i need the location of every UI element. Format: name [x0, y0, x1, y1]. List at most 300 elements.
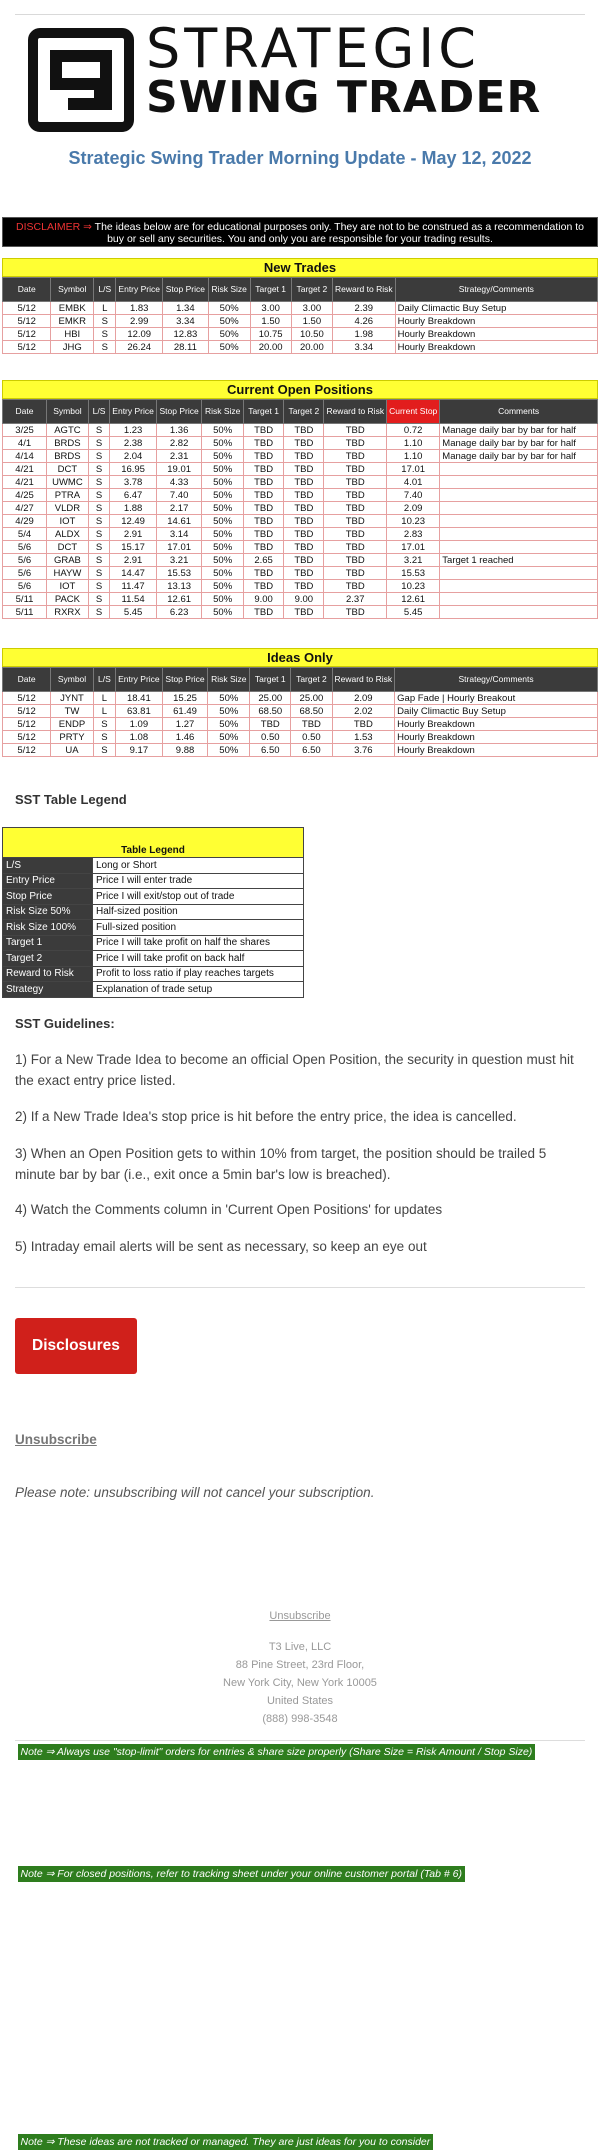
table-cell: 20.00 — [291, 341, 332, 354]
table-row — [3, 606, 598, 619]
table-row — [3, 502, 598, 515]
table-row — [3, 315, 598, 328]
table-cell: S — [94, 315, 116, 328]
table-cell: Gap Fade | Hourly Breakout — [395, 692, 598, 705]
table-cell: 3.21 — [387, 554, 440, 567]
table-cell: VLDR — [47, 502, 89, 515]
table-cell: AGTC — [47, 424, 89, 437]
table-cell: TBD — [243, 502, 283, 515]
table-cell: Hourly Breakdown — [395, 718, 598, 731]
legend-value: Price I will take profit on half the shares — [93, 935, 304, 951]
table-cell: 26.24 — [116, 341, 163, 354]
table-cell: 5/6 — [3, 580, 47, 593]
table-cell: 18.41 — [116, 692, 163, 705]
table-cell: DCT — [47, 463, 89, 476]
table-cell: Hourly Breakdown — [395, 341, 597, 354]
table-cell: S — [93, 744, 115, 757]
table-cell: TBD — [284, 606, 324, 619]
column-header: Target 2 — [291, 668, 332, 692]
table-cell: Hourly Breakdown — [395, 315, 597, 328]
table-cell: JYNT — [51, 692, 94, 705]
legend-value: Half-sized position — [93, 904, 304, 920]
table-cell: 5/4 — [3, 528, 47, 541]
table-cell: 3.00 — [291, 302, 332, 315]
table-cell: 2.04 — [110, 450, 157, 463]
table-cell: UWMC — [47, 476, 89, 489]
column-header: Strategy/Comments — [395, 668, 598, 692]
legend-section-title: SST Table Legend — [15, 792, 127, 807]
legend-title: Table Legend — [3, 828, 304, 858]
table-cell: 16.95 — [110, 463, 157, 476]
table-row — [3, 328, 598, 341]
table-cell: TBD — [324, 502, 387, 515]
logo-line-1: STRATEGIC — [146, 17, 480, 80]
table-cell: S — [88, 554, 110, 567]
table-cell: TBD — [243, 424, 283, 437]
table-cell: 7.40 — [387, 489, 440, 502]
legend-row — [3, 920, 304, 936]
table-cell: 3.34 — [163, 315, 209, 328]
table-cell: IOT — [47, 580, 89, 593]
table-cell: 4/14 — [3, 450, 47, 463]
table-cell: 1.10 — [387, 450, 440, 463]
table-cell: ALDX — [47, 528, 89, 541]
table-cell: 25.00 — [291, 692, 332, 705]
table-cell: S — [93, 731, 115, 744]
table-cell: 50% — [202, 437, 244, 450]
table-cell: 19.01 — [156, 463, 202, 476]
table-cell: 4/29 — [3, 515, 47, 528]
table-cell: 5/6 — [3, 567, 47, 580]
table-cell: TBD — [284, 450, 324, 463]
table-cell: 1.53 — [332, 731, 395, 744]
table-cell: 2.91 — [110, 528, 157, 541]
table-cell: PTRA — [47, 489, 89, 502]
guideline-item: 2) If a New Trade Idea's stop price is hit before the entry price, the idea is cancelled. — [15, 1109, 517, 1124]
table-cell — [440, 476, 598, 489]
logo-line-2: SWING TRADER — [146, 72, 542, 123]
table-cell: TBD — [324, 567, 387, 580]
table-cell: 12.09 — [116, 328, 163, 341]
table-cell: 50% — [202, 463, 244, 476]
table-cell: 1.50 — [291, 315, 332, 328]
table-cell: 15.25 — [162, 692, 208, 705]
table-cell: 10.50 — [291, 328, 332, 341]
table-cell: 2.02 — [332, 705, 395, 718]
footer-country: United States — [266, 1695, 334, 1707]
table-cell: 61.49 — [162, 705, 208, 718]
guidelines-title: SST Guidelines: — [15, 1016, 115, 1031]
table-cell: TBD — [284, 528, 324, 541]
table-cell: 50% — [202, 515, 244, 528]
table-cell: 2.83 — [387, 528, 440, 541]
table-cell: ENDP — [51, 718, 94, 731]
column-header: Reward to Risk — [324, 400, 387, 424]
column-header: L/S — [88, 400, 110, 424]
table-cell: 11.47 — [110, 580, 157, 593]
column-header: Symbol — [51, 668, 94, 692]
table-cell: BRDS — [47, 450, 89, 463]
table-cell: TBD — [243, 437, 283, 450]
table-row — [3, 424, 598, 437]
table-cell: 2.09 — [332, 692, 395, 705]
unsubscribe-link[interactable]: Unsubscribe — [15, 1432, 97, 1447]
table-cell: Hourly Breakdown — [395, 744, 598, 757]
table-cell: 2.17 — [156, 502, 202, 515]
table-cell: Hourly Breakdown — [395, 731, 598, 744]
table-cell: Daily Climactic Buy Setup — [395, 705, 598, 718]
table-cell: 50% — [208, 705, 250, 718]
footer-street: 88 Pine Street, 23rd Floor, — [235, 1659, 365, 1671]
table-cell: 50% — [208, 341, 250, 354]
footer-phone: (888) 998-3548 — [262, 1713, 338, 1725]
column-header: L/S — [94, 278, 116, 302]
table-cell: 9.00 — [243, 593, 283, 606]
footer-city: New York City, New York 10005 — [223, 1677, 377, 1689]
table-cell: TW — [51, 705, 94, 718]
table-cell: 4.01 — [387, 476, 440, 489]
column-header: Reward to Risk — [332, 668, 395, 692]
table-cell — [440, 528, 598, 541]
table-cell: 3.21 — [156, 554, 202, 567]
table-cell: S — [93, 718, 115, 731]
table-cell: 2.39 — [332, 302, 395, 315]
disclaimer-text: The ideas below are for educational purposes only. They are not to be construed as a recommendation to buy or sell any securities. You and only you are responsible for your trading results. — [91, 221, 584, 245]
table-cell: 1.36 — [156, 424, 202, 437]
table-cell: Manage daily bar by bar for half — [440, 450, 598, 463]
table-cell: 5/12 — [3, 731, 51, 744]
table-cell: TBD — [243, 489, 283, 502]
table-cell: 50% — [208, 744, 250, 757]
disclosures-button[interactable]: Disclosures — [15, 1318, 137, 1374]
column-header: Symbol — [47, 400, 89, 424]
table-cell: TBD — [324, 515, 387, 528]
table-cell: DCT — [47, 541, 89, 554]
table-cell: 3.00 — [250, 302, 291, 315]
legend-key: Target 2 — [3, 951, 93, 967]
table-cell: EMKR — [51, 315, 94, 328]
table-row — [3, 580, 598, 593]
table-cell — [440, 580, 598, 593]
table-cell: 50% — [202, 424, 244, 437]
table-cell: 68.50 — [291, 705, 332, 718]
table-cell: TBD — [324, 476, 387, 489]
table-cell: 12.49 — [110, 515, 157, 528]
table-cell: BRDS — [47, 437, 89, 450]
column-header: Target 2 — [291, 278, 332, 302]
table-cell: TBD — [284, 515, 324, 528]
table-cell: L — [93, 692, 115, 705]
table-cell: 1.83 — [116, 302, 163, 315]
legend-value: Profit to loss ratio if play reaches targets — [93, 966, 304, 982]
table-cell: 5/11 — [3, 606, 47, 619]
table-cell: Daily Climactic Buy Setup — [395, 302, 597, 315]
table-cell: TBD — [324, 450, 387, 463]
table-cell — [440, 541, 598, 554]
table-cell: RXRX — [47, 606, 89, 619]
table-title: New Trades — [3, 259, 598, 277]
table-cell: 50% — [202, 606, 244, 619]
table-cell: TBD — [284, 476, 324, 489]
table-cell: TBD — [284, 437, 324, 450]
table-cell: 50% — [202, 502, 244, 515]
table-note: Note ⇒ For closed positions, refer to tracking sheet under your online customer portal (Tab # 6) — [18, 1866, 464, 1881]
table-cell: S — [88, 437, 110, 450]
column-header: Target 1 — [250, 278, 291, 302]
table-cell: 7.40 — [156, 489, 202, 502]
table-cell: L — [93, 705, 115, 718]
table-cell: TBD — [324, 528, 387, 541]
legend-key: Entry Price — [3, 873, 93, 889]
table-cell: S — [88, 450, 110, 463]
column-header: Stop Price — [162, 668, 208, 692]
table-cell: 5/12 — [3, 315, 51, 328]
table-cell: 5/12 — [3, 328, 51, 341]
legend-key: Strategy — [3, 982, 93, 998]
table-cell: TBD — [324, 580, 387, 593]
table-cell: 5/12 — [3, 341, 51, 354]
table-cell: 3/25 — [3, 424, 47, 437]
column-header: Reward to Risk — [332, 278, 395, 302]
table-row — [3, 489, 598, 502]
column-header: Comments — [440, 400, 598, 424]
column-header: Strategy/Comments — [395, 278, 597, 302]
table-row — [3, 718, 598, 731]
table-cell: PRTY — [51, 731, 94, 744]
table-row — [3, 554, 598, 567]
table-cell: 2.65 — [243, 554, 283, 567]
table-cell: 4/27 — [3, 502, 47, 515]
table-cell: 50% — [208, 731, 250, 744]
table-cell: 5/6 — [3, 541, 47, 554]
table-cell: 5/12 — [3, 705, 51, 718]
table-cell: 10.23 — [387, 515, 440, 528]
table-cell: 12.61 — [156, 593, 202, 606]
table-cell: 0.50 — [291, 731, 332, 744]
table-cell: S — [88, 515, 110, 528]
legend-row — [3, 966, 304, 982]
column-header: Current Stop — [387, 400, 440, 424]
table-cell: 4/1 — [3, 437, 47, 450]
column-header: Risk Size — [208, 668, 250, 692]
table-cell: 50% — [208, 692, 250, 705]
legend-row — [3, 951, 304, 967]
table-cell: TBD — [324, 606, 387, 619]
table-cell: S — [88, 528, 110, 541]
table-cell: TBD — [284, 567, 324, 580]
table-cell: PACK — [47, 593, 89, 606]
legend-value: Full-sized position — [93, 920, 304, 936]
table-cell — [440, 502, 598, 515]
guideline-item: 3) When an Open Position gets to within 10% from target, the position should be trailed 5 minute bar by bar (i.e., exit once a 5min bar's low is breached). — [15, 1146, 547, 1182]
table-cell: TBD — [284, 502, 324, 515]
table-cell: TBD — [324, 541, 387, 554]
table-cell: 2.82 — [156, 437, 202, 450]
table-cell: 1.50 — [250, 315, 291, 328]
table-note: Note ⇒ These ideas are not tracked or managed. They are just ideas for you to consider — [18, 2134, 433, 2149]
table-cell: Target 1 reached — [440, 554, 598, 567]
table-cell: TBD — [243, 450, 283, 463]
table-cell — [440, 463, 598, 476]
table-cell: 15.17 — [110, 541, 157, 554]
legend-value: Long or Short — [93, 858, 304, 874]
table-cell: 1.23 — [110, 424, 157, 437]
table-cell: 50% — [202, 593, 244, 606]
table-cell: 5/11 — [3, 593, 47, 606]
table-title: Ideas Only — [3, 649, 598, 667]
table-cell: 1.46 — [162, 731, 208, 744]
disclaimer-banner — [2, 217, 598, 247]
table-cell: 13.13 — [156, 580, 202, 593]
bottom-divider — [15, 1740, 585, 1741]
column-header: Entry Price — [110, 400, 157, 424]
table-cell: 15.53 — [156, 567, 202, 580]
table-cell: 50% — [202, 541, 244, 554]
table-cell: S — [88, 593, 110, 606]
table-cell: TBD — [324, 424, 387, 437]
unsubscribe-note: Please note: unsubscribing will not cancel your subscription. — [15, 1485, 375, 1500]
table-cell: 1.08 — [116, 731, 163, 744]
table-cell: JHG — [51, 341, 94, 354]
table-cell: EMBK — [51, 302, 94, 315]
column-header: Stop Price — [163, 278, 209, 302]
table-cell: S — [88, 567, 110, 580]
table-cell: 63.81 — [116, 705, 163, 718]
table-cell: 2.99 — [116, 315, 163, 328]
table-cell: 11.54 — [110, 593, 157, 606]
table-cell: 68.50 — [250, 705, 291, 718]
table-row — [3, 528, 598, 541]
table-cell: 2.91 — [110, 554, 157, 567]
table-cell: 3.78 — [110, 476, 157, 489]
table-cell: S — [88, 541, 110, 554]
legend-row — [3, 858, 304, 874]
column-header: Risk Size — [208, 278, 250, 302]
table-cell: 3.14 — [156, 528, 202, 541]
column-header: Date — [3, 668, 51, 692]
table-cell: 1.27 — [162, 718, 208, 731]
table-cell: TBD — [284, 580, 324, 593]
table-row — [3, 705, 598, 718]
table-note: Note ⇒ Always use "stop-limit" orders for entries & share size properly (Share Size = Risk Amount / Stop Size) — [18, 1744, 535, 1759]
table-cell: HBI — [51, 328, 94, 341]
table-cell: TBD — [250, 718, 291, 731]
table-row — [3, 593, 598, 606]
table-cell: 12.83 — [163, 328, 209, 341]
legend-row — [3, 904, 304, 920]
table-cell: 9.17 — [116, 744, 163, 757]
table-cell: S — [88, 424, 110, 437]
table-cell: Manage daily bar by bar for half — [440, 424, 598, 437]
legend-value: Price I will exit/stop out of trade — [93, 889, 304, 905]
guideline-item: 4) Watch the Comments column in 'Current Open Positions' for updates — [15, 1202, 443, 1217]
brand-logo — [28, 17, 574, 132]
table-cell: S — [88, 489, 110, 502]
table-cell: TBD — [243, 580, 283, 593]
table-cell: S — [88, 476, 110, 489]
column-header: Entry Price — [116, 668, 163, 692]
table-cell: TBD — [243, 476, 283, 489]
legend-row — [3, 873, 304, 889]
column-header: Target 2 — [284, 400, 324, 424]
guideline-item: 5) Intraday email alerts will be sent as necessary, so keep an eye out — [15, 1239, 427, 1254]
column-header: Date — [3, 278, 51, 302]
legend-row — [3, 889, 304, 905]
top-divider — [15, 14, 585, 15]
table-cell: TBD — [243, 528, 283, 541]
table-cell: 50% — [208, 315, 250, 328]
table-cell: TBD — [324, 437, 387, 450]
table-cell: UA — [51, 744, 94, 757]
table-cell — [440, 606, 598, 619]
column-header: Target 1 — [243, 400, 283, 424]
legend-value: Price I will enter trade — [93, 873, 304, 889]
table-cell: TBD — [243, 541, 283, 554]
table-cell: 5.45 — [110, 606, 157, 619]
table-cell — [440, 489, 598, 502]
column-header: L/S — [93, 668, 115, 692]
table-cell: 20.00 — [250, 341, 291, 354]
guideline-item: 1) For a New Trade Idea to become an official Open Position, the security in question must hit the exact entry price listed. — [15, 1052, 574, 1088]
table-cell: S — [88, 502, 110, 515]
legend-table — [2, 827, 304, 998]
table-cell: 5/12 — [3, 692, 51, 705]
table-row — [3, 541, 598, 554]
table-cell: 5.45 — [387, 606, 440, 619]
table-cell: S — [94, 328, 116, 341]
legend-value: Price I will take profit on back half — [93, 951, 304, 967]
legend-key: Stop Price — [3, 889, 93, 905]
table-cell: 50% — [202, 528, 244, 541]
table-cell: S — [88, 463, 110, 476]
table-cell: S — [88, 580, 110, 593]
footer-unsubscribe-link[interactable]: Unsubscribe — [269, 1610, 331, 1622]
table-cell: 5/12 — [3, 718, 51, 731]
table-row — [3, 463, 598, 476]
table-row — [3, 437, 598, 450]
table-cell: 9.00 — [284, 593, 324, 606]
table-cell: 4.26 — [332, 315, 395, 328]
email-subject: Strategic Swing Trader Morning Update - May 12, 2022 — [68, 148, 532, 168]
table-cell — [440, 593, 598, 606]
legend-value: Explanation of trade setup — [93, 982, 304, 998]
table-row — [3, 302, 598, 315]
table-cell: TBD — [284, 554, 324, 567]
table-cell: 17.01 — [156, 541, 202, 554]
table-cell: 14.47 — [110, 567, 157, 580]
table-cell: 28.11 — [163, 341, 209, 354]
table-cell: 50% — [208, 302, 250, 315]
column-header: Entry Price — [116, 278, 163, 302]
table-cell: 50% — [202, 567, 244, 580]
legend-row — [3, 935, 304, 951]
table-row — [3, 692, 598, 705]
column-header: Symbol — [51, 278, 94, 302]
table-cell: 5/6 — [3, 554, 47, 567]
table-cell — [440, 567, 598, 580]
table-cell: 1.98 — [332, 328, 395, 341]
column-header: Risk Size — [202, 400, 244, 424]
table-row — [3, 515, 598, 528]
table-cell: 4/25 — [3, 489, 47, 502]
table-cell: 6.23 — [156, 606, 202, 619]
legend-key: Target 1 — [3, 935, 93, 951]
table-cell: TBD — [291, 718, 332, 731]
table-cell: 2.38 — [110, 437, 157, 450]
table-cell: 6.50 — [291, 744, 332, 757]
table-cell: 14.61 — [156, 515, 202, 528]
table-cell: TBD — [243, 515, 283, 528]
